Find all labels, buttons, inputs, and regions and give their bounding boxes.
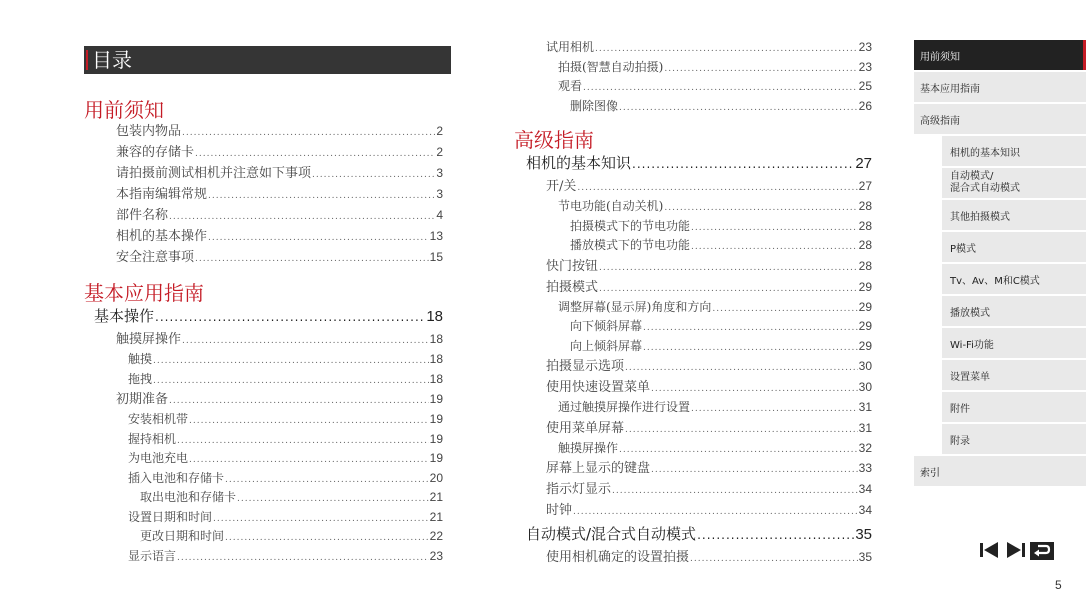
- toc-entry-page: 26: [858, 98, 872, 113]
- toc-entry[interactable]: [128, 449, 443, 469]
- nav-tab-label: Tv、Av、M和C模式: [950, 275, 1040, 287]
- dot-leader: [583, 77, 858, 99]
- dot-leader: [177, 430, 429, 452]
- dot-leader: [189, 410, 429, 432]
- nav-tab[interactable]: [942, 232, 1086, 262]
- toc-entry-label: 播放模式下的节电功能: [570, 238, 691, 252]
- nav-tab-label: 相机的基本知识: [950, 147, 1020, 159]
- toc-entry-label: 部件名称: [116, 208, 169, 223]
- toc-entry-label: 包装内物品: [116, 124, 182, 139]
- toc-entry[interactable]: [116, 329, 443, 350]
- dot-leader: [155, 303, 425, 330]
- toc-entry-label: 自动模式/混合式自动模式: [526, 525, 697, 543]
- nav-tab[interactable]: [942, 424, 1086, 454]
- dot-leader: [712, 298, 857, 320]
- toc-entry[interactable]: [128, 350, 443, 370]
- dot-leader: [651, 458, 858, 481]
- section-title-before-use: 用前须知: [84, 98, 164, 122]
- nav-tab[interactable]: [914, 104, 1086, 134]
- toc-entry-page: 33: [858, 461, 872, 475]
- nav-tab[interactable]: [942, 168, 1086, 198]
- toc-entry-page: 18: [429, 371, 443, 386]
- toc-entry[interactable]: [570, 236, 872, 256]
- toc-entry-label: 向下倾斜屏幕: [570, 319, 643, 333]
- toc-entry-page: 29: [858, 279, 872, 294]
- toc-entry-label: 使用快速设置菜单: [546, 380, 651, 395]
- dot-leader: [691, 217, 858, 239]
- section-title-advanced-guide: 高级指南: [514, 128, 594, 152]
- nav-tab-label: 附件: [950, 403, 970, 415]
- toc-entry-label: 屏幕上显示的键盘: [546, 461, 651, 476]
- toc-entry-page: 31: [858, 400, 872, 414]
- toc-entry-label: 使用菜单屏幕: [546, 420, 625, 436]
- dot-leader: [697, 521, 854, 548]
- toc-entry-page: 32: [858, 440, 872, 455]
- dot-leader: [153, 370, 429, 392]
- toc-entry-page: 21: [429, 509, 443, 524]
- toc-entry-label: 通过触摸屏操作进行设置: [558, 400, 691, 414]
- toc-entry-label: 相机的基本知识: [526, 154, 632, 172]
- toc-entry-page: 34: [858, 503, 872, 517]
- toc-entry-page: 30: [858, 359, 872, 373]
- toc-entry-label: 拖拽: [128, 371, 153, 386]
- toc-entry[interactable]: [546, 458, 872, 479]
- dot-leader: [237, 488, 429, 510]
- page-navigation: [980, 540, 1054, 560]
- toc-entry[interactable]: [128, 410, 443, 430]
- toc-entry-page: 18: [426, 308, 443, 325]
- dot-leader: [573, 500, 858, 523]
- toc-entry[interactable]: [546, 500, 872, 521]
- toc-entry-label: 本指南编辑常规: [116, 187, 208, 202]
- toc-entry-page: 29: [858, 338, 872, 353]
- toc-entry[interactable]: [558, 77, 872, 97]
- dot-leader: [612, 479, 858, 502]
- nav-tab-label: 自动模式/ 混合式自动模式: [950, 171, 1020, 194]
- dot-leader: [182, 121, 435, 144]
- dot-leader: [213, 508, 429, 530]
- toc-entry-label: 触摸: [128, 352, 153, 366]
- toc-entry[interactable]: [116, 389, 443, 410]
- nav-tab-label: P模式: [950, 243, 977, 255]
- toc-entry[interactable]: [570, 217, 872, 237]
- toc-entry-page: 3: [436, 187, 443, 201]
- toc-entry-page: 23: [429, 548, 443, 563]
- dot-leader: [595, 38, 858, 60]
- toc-entry[interactable]: [558, 398, 872, 418]
- toc-entry-page: 35: [858, 550, 872, 564]
- toc-entry-label: 开/关: [546, 179, 577, 194]
- toc-entry[interactable]: [546, 256, 872, 277]
- toc-entry-page: 15: [429, 250, 443, 264]
- toc-entry-label: 兼容的存储卡: [116, 145, 195, 160]
- toc-entry-label: 安全注意事项: [116, 250, 195, 265]
- toc-entry[interactable]: [140, 488, 443, 508]
- toc-entry[interactable]: [116, 142, 443, 163]
- toc-entry-label: 握持相机: [128, 431, 177, 446]
- dot-leader: [189, 449, 429, 471]
- dot-leader: [208, 226, 429, 249]
- toc-entry-label: 删除图像: [570, 98, 619, 113]
- nav-tab[interactable]: [942, 360, 1086, 390]
- dot-leader: [169, 205, 435, 228]
- dot-leader: [599, 277, 858, 300]
- dot-leader: [312, 163, 435, 186]
- nav-tab-label: 高级指南: [920, 115, 960, 127]
- toc-entry[interactable]: [546, 479, 872, 500]
- toc-entry[interactable]: [128, 469, 443, 489]
- toc-entry-page: 18: [429, 332, 443, 346]
- toc-entry-label: 更改日期和时间: [140, 529, 225, 543]
- toc-entry-label: 拍摄显示选项: [546, 359, 625, 374]
- toc-entry-page: 19: [429, 451, 443, 465]
- toc-entry-label: 请拍摄前测试相机并注意如下事项: [116, 166, 312, 181]
- section-title-basic-guide: 基本应用指南: [84, 281, 204, 305]
- toc-entry[interactable]: [128, 370, 443, 390]
- toc-entry[interactable]: [116, 184, 443, 205]
- toc-entry-label: 观看: [558, 79, 583, 93]
- toc-entry-label: 节电功能(自动关机): [558, 199, 664, 213]
- toc-entry-label: 安装相机带: [128, 412, 189, 426]
- dot-leader: [599, 256, 858, 279]
- toc-entry[interactable]: [526, 150, 872, 176]
- toc-entry-page: 4: [436, 208, 443, 222]
- toc-entry-label: 拍摄(智慧自动拍摄): [558, 59, 664, 74]
- nav-tab[interactable]: [942, 392, 1086, 422]
- toc-entry-label: 触摸屏操作: [558, 440, 619, 455]
- toc-entry[interactable]: [116, 163, 443, 184]
- toc-entry-label: 设置日期和时间: [128, 509, 213, 524]
- toc-entry-page: 23: [858, 40, 872, 54]
- dot-leader: [651, 377, 858, 400]
- toc-entry-page: 28: [858, 218, 872, 233]
- toc-entry-page: 13: [429, 229, 443, 243]
- toc-list-top-middle: [546, 38, 872, 116]
- dot-leader: [664, 58, 857, 80]
- dot-leader: [195, 142, 435, 165]
- nav-tab-label: 用前须知: [920, 51, 960, 63]
- nav-tab[interactable]: [942, 264, 1086, 294]
- toc-entry-label: 快门按钮: [546, 258, 599, 274]
- toc-entry-page: 29: [858, 319, 872, 333]
- dot-leader: [632, 150, 854, 177]
- toc-entry-page: 19: [429, 392, 443, 406]
- toc-entry-page: 31: [858, 420, 872, 435]
- dot-leader: [577, 176, 857, 199]
- nav-tab-label: 其他拍摄模式: [950, 211, 1010, 223]
- nav-tab[interactable]: [914, 456, 1086, 486]
- nav-tab-label: Wi-Fi功能: [950, 339, 994, 351]
- toc-entry-page: 21: [429, 490, 443, 504]
- toc-entry-label: 调整屏幕(显示屏)角度和方向: [558, 299, 712, 314]
- toc-entry-page: 22: [429, 529, 443, 543]
- dot-leader: [619, 439, 858, 461]
- toc-entry-page: 27: [855, 155, 872, 172]
- toc-entry-label: 试用相机: [546, 40, 595, 54]
- toc-entry-label: 拍摄模式: [546, 279, 599, 295]
- toc-entry[interactable]: [526, 521, 872, 547]
- toc-entry-page: 23: [858, 59, 872, 74]
- dot-leader: [177, 547, 429, 569]
- toc-entry-page: 19: [429, 431, 443, 446]
- toc-entry-label: 初期准备: [116, 392, 169, 407]
- toc-entry-page: 28: [858, 258, 872, 273]
- toc-entry[interactable]: [570, 337, 872, 357]
- toc-entry-label: 时钟: [546, 503, 573, 518]
- dot-leader: [643, 317, 858, 339]
- toc-entry[interactable]: [116, 121, 443, 142]
- toc-entry[interactable]: [546, 277, 872, 298]
- toc-entry[interactable]: [546, 38, 872, 58]
- dot-leader: [691, 236, 858, 258]
- page-title: 目录: [84, 46, 451, 74]
- return-icon[interactable]: [1030, 540, 1054, 560]
- toc-entry[interactable]: [546, 418, 872, 439]
- nav-tab[interactable]: [914, 40, 1086, 70]
- toc-entry[interactable]: [128, 508, 443, 528]
- toc-entry-page: 2: [436, 145, 443, 159]
- toc-entry-label: 相机的基本操作: [116, 229, 208, 244]
- nav-tab[interactable]: [942, 200, 1086, 230]
- dot-leader: [625, 356, 858, 379]
- dot-leader: [195, 247, 429, 270]
- toc-entry-label: 基本操作: [94, 307, 155, 325]
- toc-list-before-use: [116, 121, 443, 268]
- toc-entry[interactable]: [558, 58, 872, 78]
- page-number: 5: [1055, 578, 1062, 592]
- nav-tab[interactable]: [942, 328, 1086, 358]
- toc-entry[interactable]: [546, 377, 872, 398]
- toc-entry-page: 19: [429, 412, 443, 426]
- toc-entry-page: 34: [858, 482, 872, 496]
- nav-tab-label: 播放模式: [950, 307, 990, 319]
- toc-entry-page: 2: [436, 124, 443, 138]
- nav-tab[interactable]: [942, 136, 1086, 166]
- dot-leader: [664, 197, 857, 219]
- nav-tab[interactable]: [914, 72, 1086, 102]
- dot-leader: [208, 184, 435, 207]
- nav-tab-label: 附录: [950, 435, 970, 447]
- toc-entry[interactable]: [570, 97, 872, 117]
- toc-entry[interactable]: [116, 205, 443, 226]
- prev-page-icon[interactable]: [980, 540, 1000, 560]
- toc-entry[interactable]: [128, 430, 443, 450]
- dot-leader: [619, 97, 858, 119]
- toc-list-advanced-guide: [526, 150, 872, 568]
- toc-entry-page: 27: [858, 179, 872, 193]
- toc-entry[interactable]: [546, 547, 872, 568]
- toc-entry[interactable]: [570, 317, 872, 337]
- dot-leader: [643, 337, 858, 359]
- dot-leader: [225, 527, 429, 549]
- toc-list-basic-guide: [94, 303, 443, 566]
- toc-entry-page: 3: [436, 166, 443, 180]
- toc-entry-page: 18: [429, 352, 443, 366]
- nav-tab-label: 设置菜单: [950, 371, 990, 383]
- next-page-icon[interactable]: [1005, 540, 1025, 560]
- dot-leader: [690, 547, 858, 570]
- toc-entry[interactable]: [116, 247, 443, 268]
- dot-leader: [153, 350, 429, 372]
- toc-entry-label: 使用相机确定的设置拍摄: [546, 550, 690, 565]
- dot-leader: [691, 398, 858, 420]
- toc-entry-page: 35: [855, 526, 872, 543]
- toc-entry-page: 30: [858, 380, 872, 394]
- toc-entry-label: 指示灯显示: [546, 482, 612, 497]
- dot-leader: [225, 469, 429, 491]
- toc-entry-page: 28: [858, 238, 872, 252]
- toc-entry-label: 触摸屏操作: [116, 332, 182, 347]
- toc-entry[interactable]: [546, 356, 872, 377]
- toc-entry-page: 25: [858, 79, 872, 93]
- toc-entry[interactable]: [558, 439, 872, 459]
- toc-entry-page: 20: [429, 470, 443, 485]
- toc-entry-label: 取出电池和存储卡: [140, 490, 237, 504]
- toc-entry-label: 向上倾斜屏幕: [570, 338, 643, 353]
- toc-entry-page: 28: [858, 199, 872, 213]
- toc-entry[interactable]: [140, 527, 443, 547]
- dot-leader: [182, 329, 429, 352]
- toc-entry-label: 插入电池和存储卡: [128, 470, 225, 485]
- toc-entry-label: 拍摄模式下的节电功能: [570, 218, 691, 233]
- toc-entry-label: 显示语言: [128, 548, 177, 563]
- toc-entry-label: 为电池充电: [128, 451, 189, 465]
- toc-entry[interactable]: [116, 226, 443, 247]
- toc-entry[interactable]: [558, 298, 872, 318]
- toc-entry-page: 29: [858, 299, 872, 314]
- nav-tab[interactable]: [942, 296, 1086, 326]
- toc-entry[interactable]: [546, 176, 872, 197]
- toc-entry[interactable]: [558, 197, 872, 217]
- toc-entry[interactable]: [128, 547, 443, 567]
- dot-leader: [169, 389, 429, 412]
- dot-leader: [625, 418, 858, 441]
- nav-tab-label: 索引: [920, 467, 940, 479]
- nav-tab-label: 基本应用指南: [920, 83, 980, 95]
- toc-entry[interactable]: [94, 303, 443, 329]
